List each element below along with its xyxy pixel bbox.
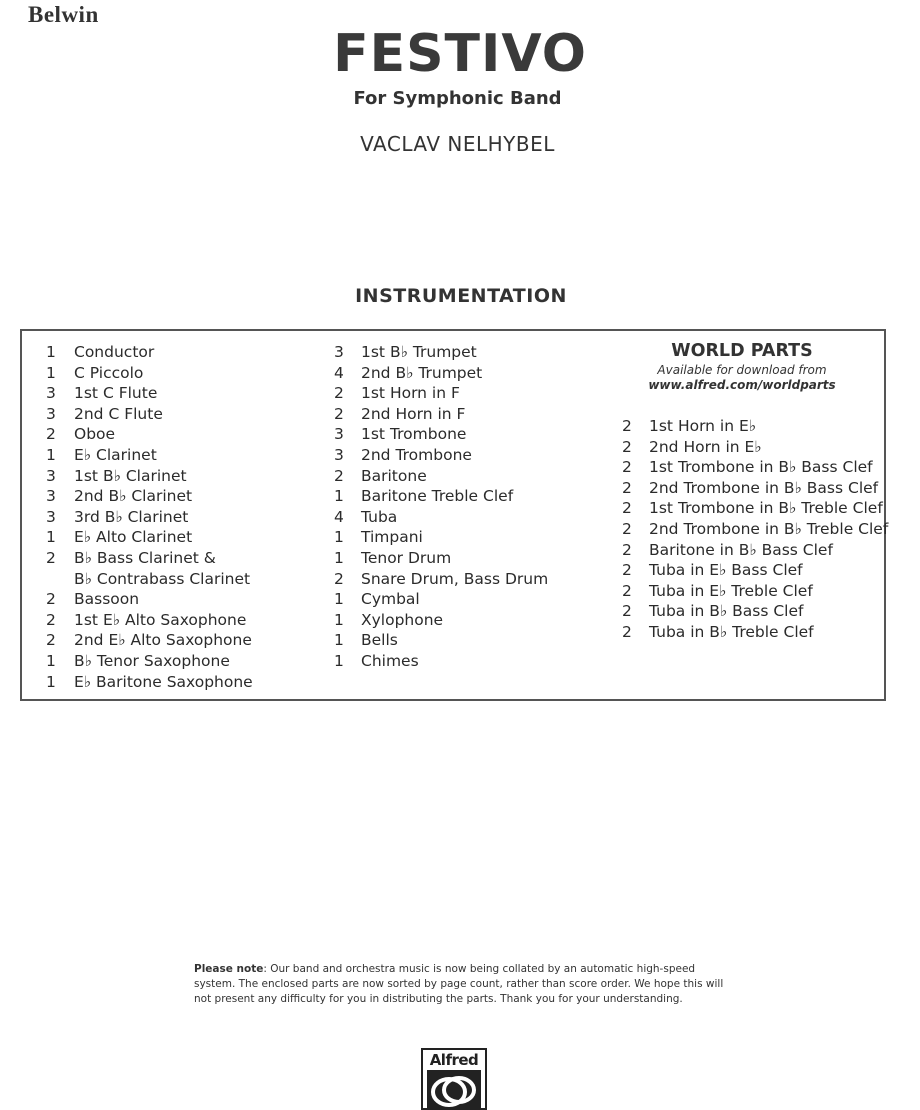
page-title: FESTIVO bbox=[333, 24, 587, 84]
part-quantity: 3 bbox=[46, 507, 56, 526]
instrumentation-box bbox=[20, 329, 889, 701]
part-quantity: 3 bbox=[334, 343, 344, 361]
instrument-name: 3rd B♭ Clarinet bbox=[74, 507, 189, 526]
part-quantity: 1 bbox=[46, 445, 56, 464]
instrument-name: Cymbal bbox=[361, 590, 420, 609]
part-quantity: 3 bbox=[46, 466, 56, 485]
part-quantity: 3 bbox=[334, 425, 344, 444]
instrument-name: Tuba in E♭ Treble Clef bbox=[649, 581, 813, 600]
instrument-name: 1st B♭ Clarinet bbox=[74, 466, 187, 485]
part-quantity: 2 bbox=[46, 631, 56, 650]
instrument-name: Baritone bbox=[361, 466, 427, 485]
instrument-name: Tuba in E♭ Bass Clef bbox=[649, 561, 803, 580]
part-quantity: 1 bbox=[46, 528, 56, 547]
instrument-name: C Piccolo bbox=[74, 363, 144, 382]
world-parts-url[interactable]: www.alfred.com/worldparts bbox=[648, 378, 836, 392]
instrument-name: Oboe bbox=[74, 425, 116, 444]
instrument-name: 1st Trombone in B♭ Treble Clef bbox=[649, 499, 883, 518]
part-quantity: 2 bbox=[46, 610, 56, 629]
instrument-name: E♭ Baritone Saxophone bbox=[74, 672, 253, 691]
alfred-logo-mark bbox=[427, 1070, 481, 1110]
part-quantity: 1 bbox=[46, 363, 56, 382]
instrument-name: 2nd Trombone bbox=[361, 445, 472, 464]
part-quantity: 1 bbox=[46, 343, 56, 361]
part-quantity: 3 bbox=[46, 404, 56, 423]
part-quantity: 2 bbox=[622, 458, 632, 477]
part-quantity: 2 bbox=[622, 602, 632, 621]
part-quantity: 2 bbox=[46, 590, 56, 609]
instrument-name: 1st Horn in E♭ bbox=[649, 417, 757, 435]
part-quantity: 1 bbox=[334, 610, 344, 629]
instrument-name: Tenor Drum bbox=[361, 548, 452, 567]
part-quantity: 2 bbox=[46, 425, 56, 444]
instrument-name: Bassoon bbox=[74, 590, 140, 609]
subtitle: For Symphonic Band bbox=[353, 88, 562, 109]
composer-name: VACLAV NELHYBEL bbox=[360, 132, 555, 156]
part-quantity: 2 bbox=[622, 540, 632, 559]
instrument-name: Baritone in B♭ Bass Clef bbox=[649, 540, 833, 559]
instrument-name: Timpani bbox=[361, 528, 423, 547]
note-text: : Our band and orchestra music is now being collated by an automatic high-speed system. The enclosed parts are now sorted by page count, rather than score order. We hope this will not present any difficulty for you in distributing the parts. Thank you for your understanding. bbox=[194, 963, 724, 1005]
part-quantity: 2 bbox=[46, 548, 56, 567]
part-quantity: 4 bbox=[334, 507, 344, 526]
part-quantity: 2 bbox=[622, 417, 632, 435]
part-quantity: 2 bbox=[622, 499, 632, 518]
note-label: Please note bbox=[194, 963, 264, 975]
alfred-logo-text: Alfred bbox=[429, 1051, 479, 1069]
part-quantity: 3 bbox=[46, 487, 56, 506]
instrument-name: 1st B♭ Trumpet bbox=[361, 343, 477, 361]
instrument-name: B♭ Bass Clarinet & bbox=[74, 548, 216, 567]
instrument-name: 1st C Flute bbox=[74, 384, 158, 403]
instrument-name: Xylophone bbox=[361, 610, 444, 629]
part-quantity: 2 bbox=[622, 437, 632, 456]
part-quantity: 1 bbox=[334, 487, 344, 506]
part-quantity: 2 bbox=[622, 561, 632, 580]
instrument-name: Chimes bbox=[361, 651, 419, 670]
please-note bbox=[194, 962, 734, 1007]
instrument-name: 2nd Horn in F bbox=[361, 404, 466, 423]
instrument-name: Conductor bbox=[74, 343, 155, 361]
instrument-name: Tuba in B♭ Treble Clef bbox=[649, 622, 814, 641]
instrument-name: B♭ Tenor Saxophone bbox=[74, 651, 230, 670]
part-quantity: 1 bbox=[46, 672, 56, 691]
instrument-name: 2nd Horn in E♭ bbox=[649, 437, 762, 456]
instrument-name: Tuba in B♭ Bass Clef bbox=[649, 602, 804, 621]
part-quantity: 4 bbox=[334, 363, 344, 382]
instrument-name: 2nd E♭ Alto Saxophone bbox=[74, 631, 252, 650]
instrument-name: Snare Drum, Bass Drum bbox=[361, 569, 549, 588]
instrument-name: 2nd C Flute bbox=[74, 404, 163, 423]
part-quantity: 1 bbox=[334, 590, 344, 609]
instrument-name: 2nd Trombone in B♭ Bass Clef bbox=[649, 478, 879, 497]
instrument-name: 2nd B♭ Trumpet bbox=[361, 363, 483, 382]
alfred-logo bbox=[421, 1048, 487, 1110]
part-quantity: 1 bbox=[334, 631, 344, 650]
part-quantity: 2 bbox=[622, 478, 632, 497]
part-quantity: 1 bbox=[334, 548, 344, 567]
instrument-name: E♭ Clarinet bbox=[74, 445, 157, 464]
instrument-name: Bells bbox=[361, 631, 398, 650]
instrument-name: Baritone Treble Clef bbox=[361, 487, 514, 506]
instrument-name: 1st Trombone in B♭ Bass Clef bbox=[649, 458, 873, 477]
instrument-name: 2nd Trombone in B♭ Treble Clef bbox=[649, 519, 889, 538]
part-quantity: 3 bbox=[46, 384, 56, 403]
instrument-name: B♭ Contrabass Clarinet bbox=[74, 569, 251, 588]
instrumentation-heading: INSTRUMENTATION bbox=[355, 285, 567, 307]
part-quantity: 3 bbox=[334, 445, 344, 464]
instrument-name: 2nd B♭ Clarinet bbox=[74, 487, 193, 506]
world-parts-availability: Available for download from bbox=[657, 363, 827, 377]
instrument-name: 1st E♭ Alto Saxophone bbox=[74, 610, 247, 629]
instrument-name: Tuba bbox=[361, 507, 398, 526]
part-quantity: 1 bbox=[46, 651, 56, 670]
part-quantity: 2 bbox=[334, 404, 344, 423]
instrument-name: 1st Trombone bbox=[361, 425, 467, 444]
part-quantity: 1 bbox=[334, 528, 344, 547]
part-quantity: 2 bbox=[622, 622, 632, 641]
part-quantity: 2 bbox=[334, 466, 344, 485]
instrument-name: E♭ Alto Clarinet bbox=[74, 528, 193, 547]
part-quantity: 2 bbox=[622, 519, 632, 538]
part-quantity: 2 bbox=[622, 581, 632, 600]
world-parts-heading: WORLD PARTS bbox=[671, 341, 813, 361]
part-quantity: 2 bbox=[334, 569, 344, 588]
part-quantity: 1 bbox=[334, 651, 344, 670]
publisher-name: Belwin bbox=[28, 2, 99, 27]
instrument-name: 1st Horn in F bbox=[361, 384, 460, 403]
part-quantity: 2 bbox=[334, 384, 344, 403]
